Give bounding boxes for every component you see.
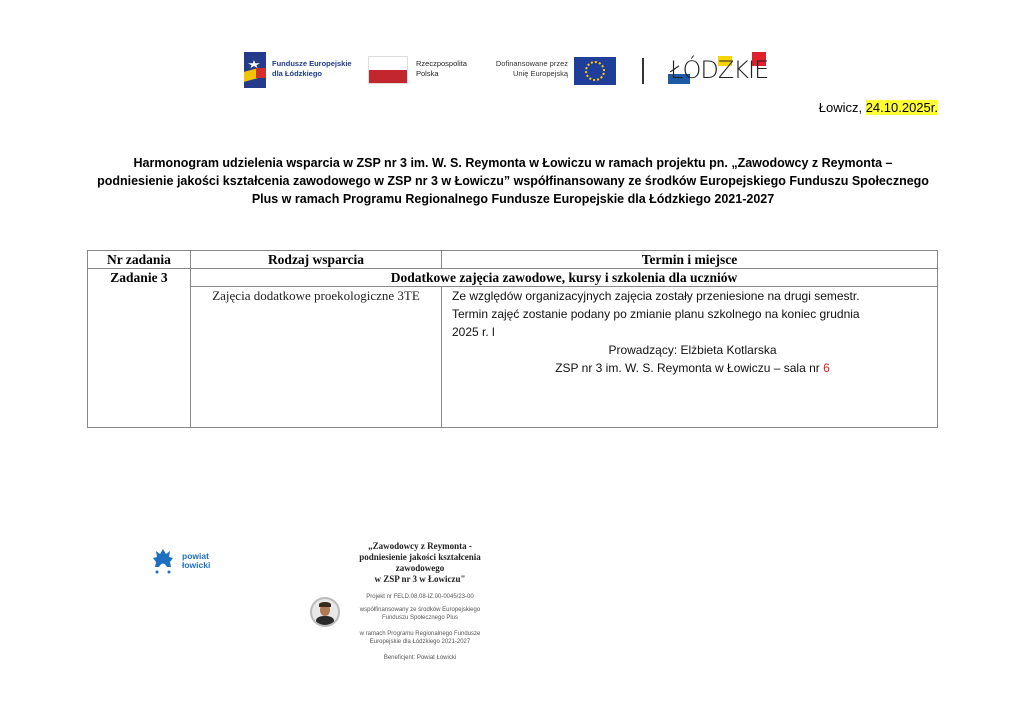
- eu-cofinancing-logo: [488, 50, 618, 90]
- task-number: Zadanie 3: [88, 269, 191, 428]
- rzeczpospolita-polska-logo: [368, 50, 478, 90]
- title-line-2: podniesienie jakości kształcenia zawodowego w ZSP nr 3 w Łowiczu” współfinansowany ze środków Europejskiego Funduszu Społecznego: [97, 174, 929, 188]
- term-line-1: Ze względów organizacyjnych zajęcia zostały przeniesione na drugi semestr.: [452, 289, 860, 303]
- instructor: Prowadzący: Elżbieta Kotlarska: [608, 343, 777, 357]
- fe-logo-text: Fundusze Europejskie dla Łódzkiego: [272, 59, 352, 78]
- place-date: [819, 100, 938, 115]
- pl-logo-text: Rzeczpospolita Polska: [416, 59, 467, 78]
- beneficiary: Beneficjent: Powiat Łowicki: [383, 655, 457, 661]
- programme-text: w ramach Programu Regionalnego Fundusze Europejskie dla Łódzkiego 2021-2027: [359, 631, 481, 645]
- support-type: Zajęcia dodatkowe proekologiczne 3TE: [191, 287, 442, 428]
- logo-divider: [642, 58, 644, 84]
- lodzkie-logo: [664, 50, 784, 90]
- polish-flag-icon: [368, 56, 408, 84]
- term-line-3: 2025 r. l: [452, 325, 495, 339]
- lodzkie-logo-text: ŁÓDZKIE: [670, 56, 769, 84]
- term-and-place: [442, 287, 938, 428]
- fe-emblem-icon: [244, 52, 266, 88]
- schedule-table: [87, 250, 938, 428]
- location: [452, 359, 933, 377]
- eu-flag-icon: [574, 57, 616, 85]
- powiat-lowicki-logo: [152, 548, 232, 578]
- powiat-emblem-icon: [152, 548, 174, 574]
- header-termin-i-miejsce: Termin i miejsce: [442, 251, 938, 269]
- logos-bar: [244, 50, 784, 90]
- document-date: 24.10.2025r.: [865, 100, 938, 115]
- header-nr-zadania: Nr zadania: [88, 251, 191, 269]
- location-text: ZSP nr 3 im. W. S. Reymonta w Łowiczu – sala nr: [555, 361, 824, 375]
- task-row: [88, 269, 938, 287]
- task-name: Dodatkowe zajęcia zawodowe, kursy i szkolenia dla uczniów: [191, 269, 938, 287]
- project-title: „Zawodowcy z Reymonta - podniesienie jakości kształcenia zawodowego w ZSP nr 3 w Łowiczu": [359, 541, 481, 584]
- project-number: Projekt nr FELD.08.08-IZ.00-0045/23-00: [366, 594, 474, 600]
- table-header-row: [88, 251, 938, 269]
- cofinanced-text: współfinansowany ze środków Europejskiego Funduszu Społecznego Plus: [359, 607, 481, 621]
- term-line-2: Termin zajęć zostanie podany po zmianie planu szkolnego na koniec grudnia: [452, 307, 860, 321]
- title-line-3: Plus w ramach Programu Regionalnego Fundusze Europejskie dla Łódzkiego 2021-2027: [251, 192, 775, 206]
- room-number: 6: [823, 361, 830, 375]
- eu-logo-text: Dofinansowane przez Unię Europejską: [495, 59, 568, 78]
- reymont-portrait: [310, 597, 340, 627]
- fundusze-europejskie-logo: [244, 50, 364, 90]
- document-title: [90, 154, 936, 208]
- powiat-logo-text: powiat łowicki: [182, 551, 211, 570]
- title-line-1: Harmonogram udzielenia wsparcia w ZSP nr 3 im. W. S. Reymonta w Łowiczu w ramach projektu pn. „Zawodowcy z Reymonta –: [133, 156, 893, 170]
- table-row: [88, 287, 938, 428]
- header-rodzaj-wsparcia: Rodzaj wsparcia: [191, 251, 442, 269]
- place: Łowicz,: [818, 100, 866, 115]
